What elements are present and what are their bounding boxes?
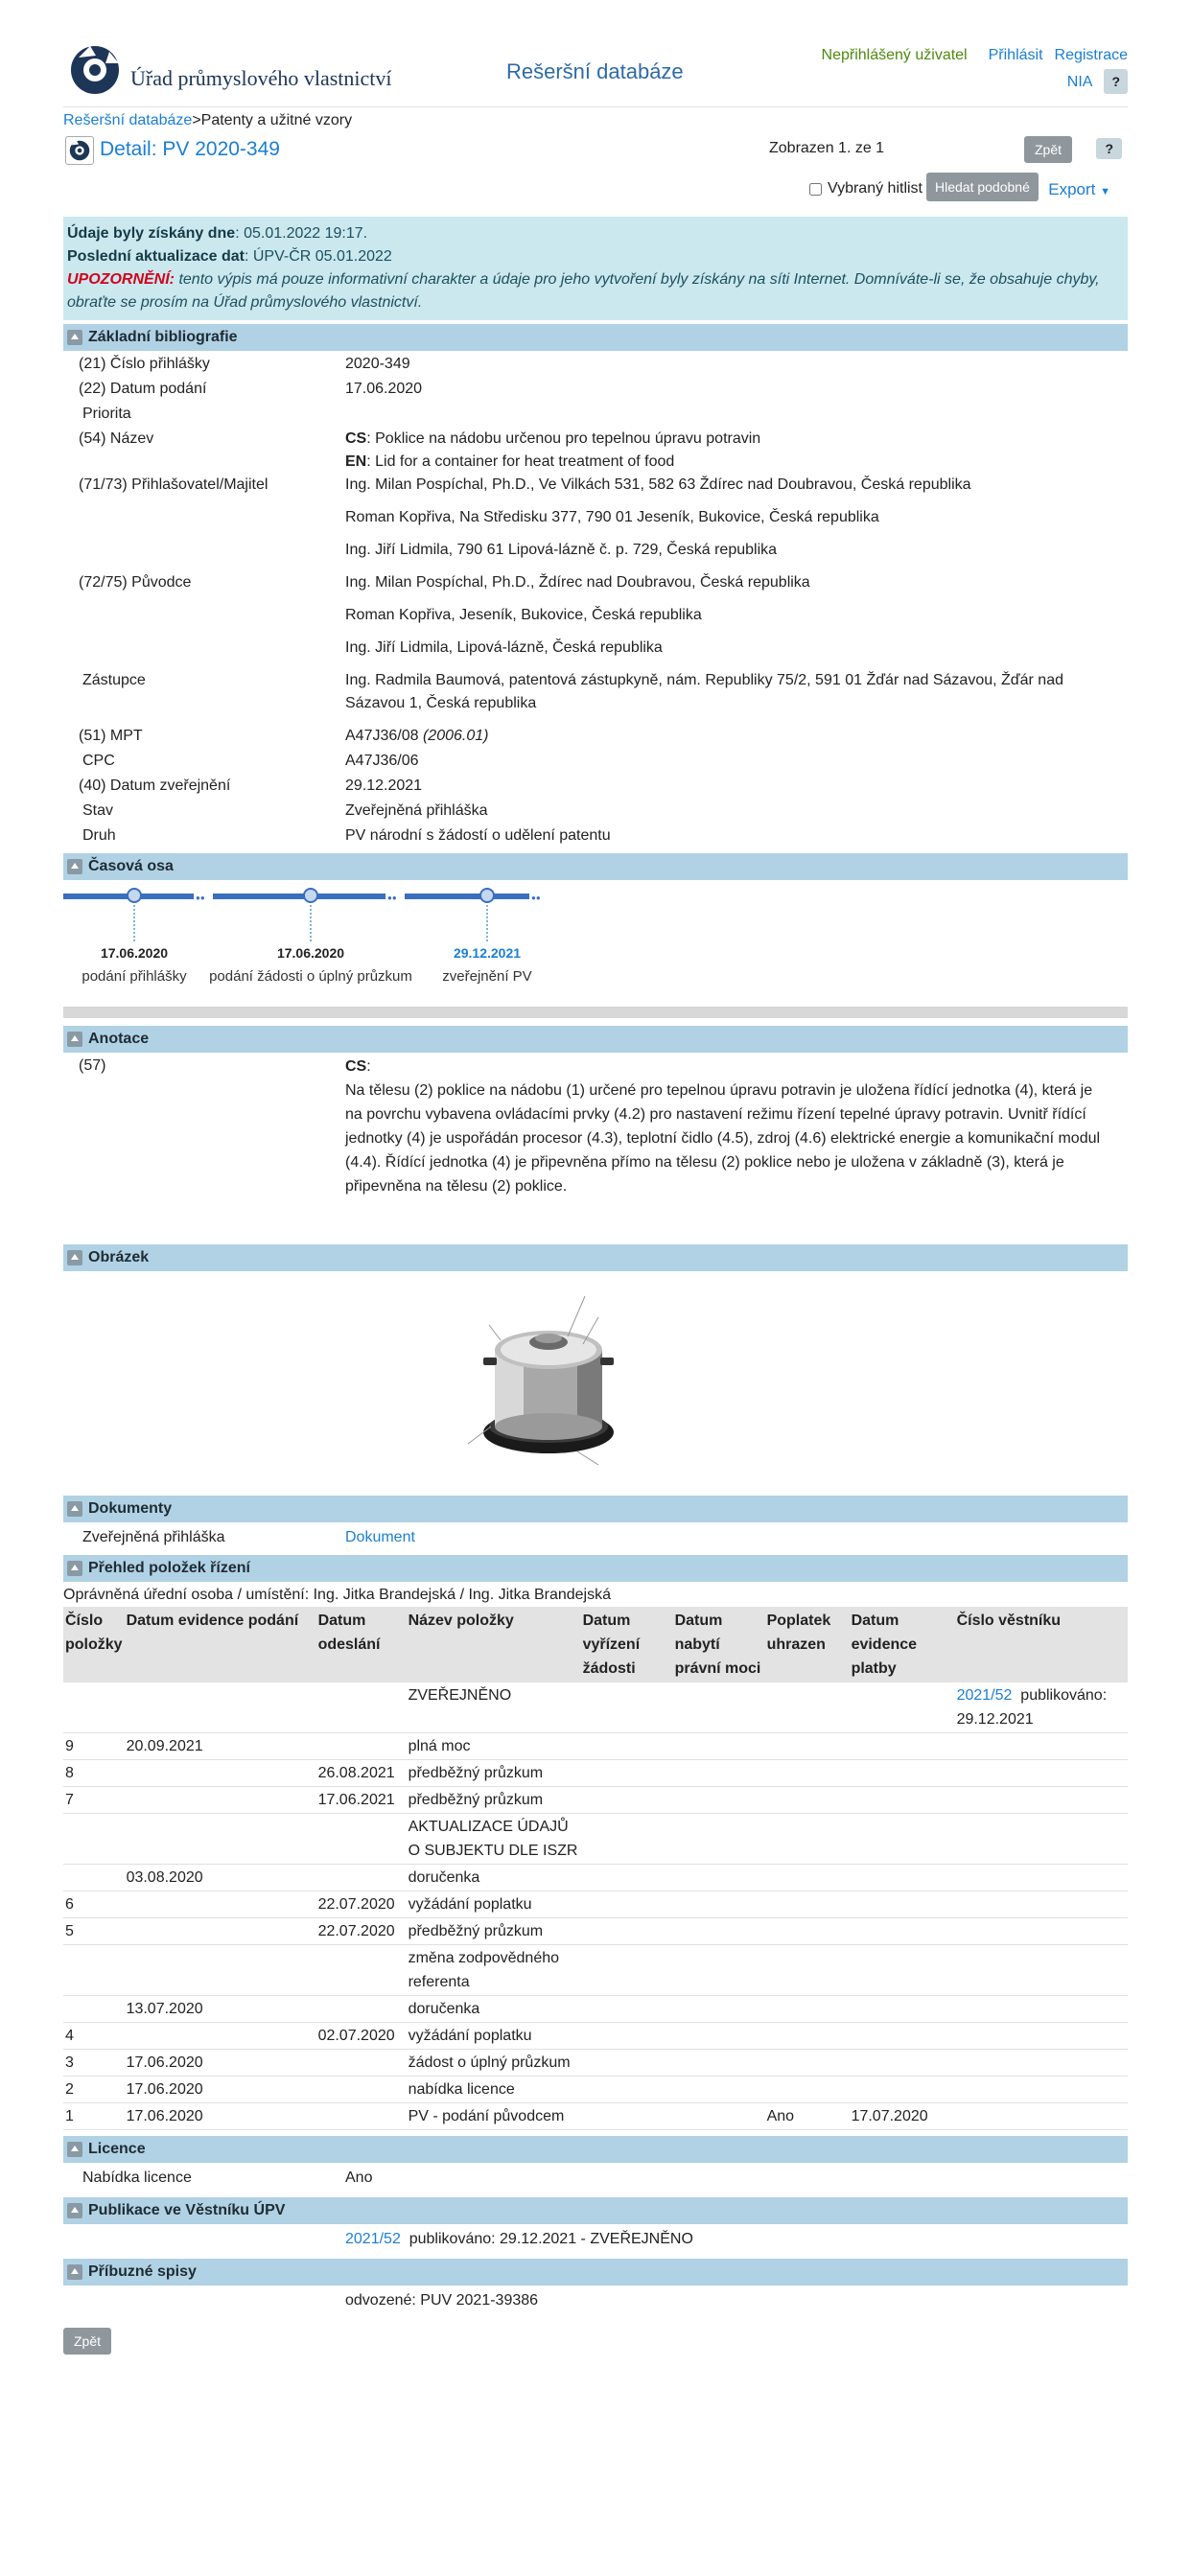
collapse-icon <box>67 2203 82 2218</box>
field-label: (71/73) Přihlašovatel/Majitel <box>79 476 269 493</box>
table-cell <box>316 1814 407 1865</box>
table-cell: 17.06.2020 <box>125 2050 316 2077</box>
table-cell: 6 <box>63 1891 125 1918</box>
table-cell <box>850 2077 955 2103</box>
field-label: Stav <box>82 802 114 819</box>
section-title: Časová osa <box>88 858 174 874</box>
user-nav <box>822 44 1128 94</box>
table-cell <box>850 2023 955 2050</box>
export-label: Export <box>1048 180 1096 198</box>
originator-item: Roman Kopřiva, Jeseník, Bukovice, Česká republika <box>345 607 702 623</box>
table-cell <box>765 1787 850 1814</box>
table-cell <box>765 2077 850 2103</box>
table-cell <box>581 1918 673 1945</box>
section-title: Publikace ve Věstníku ÚPV <box>88 2202 286 2218</box>
timeline-segment <box>405 893 529 899</box>
table-cell: 22.07.2020 <box>316 1918 407 1945</box>
table-cell <box>673 1683 765 1733</box>
collapse-icon <box>67 1561 82 1576</box>
table-cell <box>765 2050 850 2077</box>
table-cell <box>850 1891 955 1918</box>
table-cell <box>673 2077 765 2103</box>
applicant-item: Ing. Jiří Lidmila, 790 61 Lipová-lázně č. p. 729, Česká republika <box>345 542 778 558</box>
title-en: : Lid for a container for heat treatment of food <box>366 453 675 470</box>
timeline-stem <box>133 905 135 941</box>
table-cell <box>850 1733 955 1760</box>
table-cell <box>63 1945 125 1996</box>
timeline <box>63 880 1128 1005</box>
bulletin-cell <box>955 1814 1128 1865</box>
nia-link[interactable]: NIA <box>1066 74 1093 90</box>
table-cell <box>765 1891 850 1918</box>
section-title: Obrázek <box>88 1249 150 1265</box>
bulletin-cell <box>955 2077 1128 2103</box>
help-button[interactable]: ? <box>1096 138 1122 159</box>
timeline-node[interactable] <box>127 888 142 903</box>
table-cell <box>673 1891 765 1918</box>
section-title: Licence <box>88 2141 146 2157</box>
table-cell <box>316 1683 407 1733</box>
bulletin-cell <box>955 1787 1128 1814</box>
search-similar-button[interactable]: Hledat podobné <box>926 173 1039 201</box>
field-label: (51) MPT <box>79 728 143 744</box>
table-cell <box>316 1945 407 1996</box>
section-publication[interactable] <box>63 2197 1128 2224</box>
column-header: Datum evidence podání <box>125 1607 316 1683</box>
bulletin-link[interactable]: 2021/52 <box>956 1687 1013 1704</box>
obtained-value: : 05.01.2022 19:17. <box>235 225 368 242</box>
table-cell <box>125 1760 316 1787</box>
table-cell <box>765 2023 850 2050</box>
bulletin-cell <box>955 2023 1128 2050</box>
table-row <box>63 2023 1128 2050</box>
table-cell: nabídka licence <box>407 2077 581 2103</box>
detail-title: Detail: PV 2020-349 <box>100 138 280 160</box>
timeline-node[interactable] <box>303 888 318 903</box>
field-label: (22) Datum podání <box>79 381 207 397</box>
table-row <box>63 1814 1128 1865</box>
table-cell <box>850 1787 955 1814</box>
timeline-dots: ●● <box>196 893 205 902</box>
section-bibliography[interactable] <box>63 324 1128 351</box>
application-number: 2020-349 <box>345 356 410 372</box>
table-cell <box>581 1733 673 1760</box>
record-icon <box>65 136 94 165</box>
table-cell: 8 <box>63 1760 125 1787</box>
table-cell: předběžný průzkum <box>407 1787 581 1814</box>
timeline-node[interactable] <box>479 888 495 903</box>
table-row <box>63 1891 1128 1918</box>
table-cell <box>850 2050 955 2077</box>
table-cell: 4 <box>63 2023 125 2050</box>
table-row <box>63 1683 1128 1733</box>
table-cell: předběžný průzkum <box>407 1918 581 1945</box>
table-cell <box>850 1996 955 2023</box>
timeline-dots: ●● <box>387 893 397 902</box>
table-cell: 17.06.2021 <box>316 1787 407 1814</box>
footer-back-button[interactable]: Zpět <box>63 2328 111 2355</box>
bulletin-cell <box>955 1865 1128 1891</box>
table-cell <box>850 1945 955 1996</box>
table-cell: 9 <box>63 1733 125 1760</box>
collapse-icon <box>67 859 82 874</box>
timeline-label: zveřejnění PV <box>442 968 532 985</box>
bulletin-cell <box>955 1945 1128 1996</box>
bulletin-cell <box>955 1683 1128 1733</box>
section-image[interactable] <box>63 1244 1128 1271</box>
table-cell <box>673 1865 765 1891</box>
section-related[interactable] <box>63 2259 1128 2286</box>
table-cell <box>581 1996 673 2023</box>
section-title: Základní bibliografie <box>88 329 238 345</box>
image-panel <box>63 1271 1128 1492</box>
bulletin-cell <box>955 1733 1128 1760</box>
table-cell <box>581 1787 673 1814</box>
timeline-dots: ●● <box>531 893 541 902</box>
section-annotation[interactable] <box>63 1026 1128 1053</box>
patent-drawing[interactable] <box>462 1283 625 1474</box>
table-cell: doručenka <box>407 1865 581 1891</box>
originators <box>345 571 1128 669</box>
table-cell <box>125 1814 316 1865</box>
field-label: (40) Datum zveřejnění <box>79 777 231 794</box>
table-cell <box>673 1733 765 1760</box>
table-cell <box>581 1814 673 1865</box>
table-cell <box>581 1891 673 1918</box>
table-cell <box>581 2103 673 2130</box>
logo-text: Úřad průmyslového vlastnictví <box>130 66 392 90</box>
breadcrumb-current: Patenty a užitné vzory <box>200 112 353 128</box>
table-cell <box>581 2077 673 2103</box>
table-cell <box>63 1865 125 1891</box>
table-row <box>63 1996 1128 2023</box>
table-cell: žádost o úplný průzkum <box>407 2050 581 2077</box>
field-label: (57) <box>79 1057 106 1074</box>
table-cell: PV - podání původcem <box>407 2103 581 2130</box>
table-cell <box>673 1760 765 1787</box>
table-cell: 17.06.2020 <box>125 2077 316 2103</box>
table-cell <box>63 1814 125 1865</box>
table-cell <box>850 1760 955 1787</box>
table-cell <box>316 2077 407 2103</box>
annotation-body: Na tělesu (2) poklice na nádobu (1) určené pro tepelnou úpravu potravin je uložena řídící jednotka (4), která je na povrchu vybavena ovládacími prvky (4.2) pro nastavení režimu řízení tepelné úpravy potravin. Uvnitř řídící jednotky (4) je uspořádán procesor (4.3), teplotní čidlo (4.5), zdroj (4.6) elektrické energie a komunikační modul (4.4). Řídící jednotka (4) je připevněna přímo na tělesu (2) poklice nebo je uložena v základně (3), která je připevněna na tělesu (2) poklice. <box>345 1082 1101 1195</box>
table-cell <box>673 2103 765 2130</box>
hitlist-checkbox-input[interactable] <box>809 183 822 196</box>
bulletin-cell <box>955 1996 1128 2023</box>
applicant-item: Ing. Milan Pospíchal, Ph.D., Ve Vilkách 531, 582 63 Ždírec nad Doubravou, Česká republika <box>345 476 971 493</box>
column-header: Datum nabytí právní moci <box>673 1607 765 1683</box>
field-label: Zveřejněná přihláška <box>82 1529 225 1545</box>
table-cell: 5 <box>63 1918 125 1945</box>
official-person: Oprávněná úřední osoba / umístění: Ing. Jitka Brandejská / Ing. Jitka Brandejská <box>63 1587 611 1603</box>
table-cell <box>316 2050 407 2077</box>
field-label: (72/75) Původce <box>79 574 192 591</box>
timeline-stem <box>310 905 312 941</box>
documents-table <box>63 1522 1128 1551</box>
bulletin-note: publikováno: 29.12.2021 <box>956 1687 1108 1728</box>
collapse-icon <box>67 1250 82 1265</box>
table-cell: 02.07.2020 <box>316 2023 407 2050</box>
table-cell: 2 <box>63 2077 125 2103</box>
site-header <box>63 0 1128 107</box>
data-notice <box>63 217 1128 320</box>
field-label: Zástupce <box>82 672 146 688</box>
table-cell <box>673 1996 765 2023</box>
column-header: Datum evidence platby <box>850 1607 955 1683</box>
table-cell <box>850 1814 955 1865</box>
obtained-label: Údaje byly získány dne <box>67 225 236 242</box>
header-help-button[interactable]: ? <box>1104 69 1128 94</box>
proceedings-table <box>63 1607 1128 2130</box>
mpt-version: (2006.01) <box>422 728 489 744</box>
mpt-value <box>345 725 1128 750</box>
table-row <box>63 2103 1128 2130</box>
lang-code: CS <box>345 430 367 447</box>
hitlist-label: Vybraný hitlist <box>828 180 922 197</box>
table-cell <box>125 2023 316 2050</box>
upv-logo-icon <box>67 42 123 98</box>
table-cell <box>765 1814 850 1865</box>
section-title: Příbuzné spisy <box>88 2263 197 2280</box>
timeline-label: podání žádosti o úplný průzkum <box>209 968 412 985</box>
publication-table <box>63 2224 1128 2255</box>
attorney: Ing. Radmila Baumová, patentová zástupkyně, nám. Republiky 75/2, 591 01 Žďár nad Sázavou, Žďár nad Sázavou 1, Česká republika <box>345 672 1063 711</box>
table-cell <box>316 2103 407 2130</box>
detail-title-row <box>63 134 1128 169</box>
table-cell <box>673 2050 765 2077</box>
related-table <box>63 2286 1128 2316</box>
table-cell <box>125 1945 316 1996</box>
table-cell <box>316 1996 407 2023</box>
table-cell <box>765 1760 850 1787</box>
section-timeline[interactable] <box>63 853 1128 880</box>
table-cell <box>673 1787 765 1814</box>
bulletin-cell <box>955 2103 1128 2130</box>
updated-value: : ÚPV-ČR 05.01.2022 <box>244 248 392 265</box>
bulletin-cell <box>955 1760 1128 1787</box>
collapse-icon <box>67 2142 82 2157</box>
timeline-date: 17.06.2020 <box>276 945 345 961</box>
column-header: Název položky <box>407 1607 581 1683</box>
collapse-icon <box>67 2264 82 2280</box>
mpt-code: A47J36/08 <box>345 728 419 744</box>
table-cell: Ano <box>765 2103 850 2130</box>
table-row <box>63 1733 1128 1760</box>
table-row <box>63 1865 1128 1891</box>
related-text: odvozené: PUV 2021-39386 <box>345 2292 539 2309</box>
section-licence[interactable] <box>63 2136 1128 2163</box>
table-cell <box>765 1865 850 1891</box>
table-cell: předběžný průzkum <box>407 1760 581 1787</box>
app-title: Rešeršní databáze <box>506 59 684 83</box>
originator-item: Ing. Jiří Lidmila, Lipová-lázně, Česká republika <box>345 639 663 656</box>
timeline-segment <box>213 893 385 899</box>
warning-text: tento výpis má pouze informativní charakter a údaje pro jeho vytvoření byly získány na síti Internet. Domníváte-li se, že obsahuje chyby, obraťte se prosím na Úřad průmyslového vlastnictví. <box>67 271 1100 311</box>
state-value: Zveřejněná přihláška <box>345 802 488 819</box>
section-title: Anotace <box>88 1031 150 1047</box>
table-row <box>63 2050 1128 2077</box>
bulletin-cell <box>955 1891 1128 1918</box>
bulletin-link[interactable]: 2021/52 <box>345 2231 401 2247</box>
collapse-icon <box>67 1032 82 1047</box>
column-header: Datum vyřízení žádosti <box>581 1607 673 1683</box>
table-cell <box>765 1683 850 1733</box>
caret-down-icon: ▼ <box>1100 186 1110 197</box>
table-row <box>63 1945 1128 1996</box>
table-row <box>63 2077 1128 2103</box>
table-cell: plná moc <box>407 1733 581 1760</box>
annotation-text <box>345 1055 1128 1198</box>
field-label: (54) Název <box>79 430 154 447</box>
bulletin-cell <box>955 1918 1128 1945</box>
applicants <box>345 474 1128 571</box>
title-value <box>345 428 1128 474</box>
field-label: Druh <box>82 827 116 844</box>
table-cell <box>581 1683 673 1733</box>
table-cell <box>850 1683 955 1733</box>
table-header <box>63 1607 1128 1683</box>
field-label: Nabídka licence <box>82 2170 192 2186</box>
collapse-icon <box>67 330 82 345</box>
table-cell: AKTUALIZACE ÚDAJŮ O SUBJEKTU DLE ISZR <box>407 1814 581 1865</box>
table-cell <box>673 1918 765 1945</box>
warning-label: UPOZORNĚNÍ: <box>67 271 175 288</box>
bulletin-cell <box>955 2050 1128 2077</box>
table-cell <box>125 1787 316 1814</box>
table-cell: 7 <box>63 1787 125 1814</box>
action-row <box>63 173 1128 205</box>
cpc-value: A47J36/06 <box>345 753 419 769</box>
breadcrumb <box>63 111 1128 130</box>
table-cell <box>673 2023 765 2050</box>
back-button[interactable]: Zpět <box>1024 136 1072 163</box>
updated-label: Poslední aktualizace dat <box>67 248 245 265</box>
table-cell: 03.08.2020 <box>125 1865 316 1891</box>
licence-table <box>63 2163 1128 2193</box>
table-row <box>63 1787 1128 1814</box>
column-header: Datum odeslání <box>316 1607 407 1683</box>
hitlist-checkbox[interactable] <box>809 180 922 197</box>
section-proceedings[interactable] <box>63 1555 1128 1582</box>
proceedings-body <box>63 1683 1128 2130</box>
lang-code: EN <box>345 453 367 470</box>
breadcrumb-separator: > <box>192 112 201 128</box>
title-cs: : Poklice na nádobu určenou pro tepelnou úpravu potravin <box>366 430 761 447</box>
timeline-label: podání přihlášky <box>82 968 187 985</box>
table-cell: 3 <box>63 2050 125 2077</box>
table-cell: vyžádání poplatku <box>407 1891 581 1918</box>
table-cell <box>63 1683 125 1733</box>
table-cell: změna zodpovědného referenta <box>407 1945 581 1996</box>
table-cell <box>581 2050 673 2077</box>
field-label: CPC <box>82 753 115 769</box>
timeline-stem <box>486 905 488 941</box>
field-label: Priorita <box>82 406 131 422</box>
table-cell <box>850 1918 955 1945</box>
table-cell: 26.08.2021 <box>316 1760 407 1787</box>
breadcrumb-root-link[interactable]: Rešeršní databáze <box>63 112 193 128</box>
licence-value: Ano <box>345 2170 373 2186</box>
table-cell <box>673 1814 765 1865</box>
publication-date: 29.12.2021 <box>345 777 423 794</box>
table-cell <box>673 1945 765 1996</box>
table-cell: 13.07.2020 <box>125 1996 316 2023</box>
table-row <box>63 1918 1128 1945</box>
column-header: Číslo věstníku <box>955 1607 1128 1683</box>
table-cell <box>581 1945 673 1996</box>
table-cell: 17.06.2020 <box>125 2103 316 2130</box>
timeline-date-highlight[interactable]: 29.12.2021 <box>453 945 522 961</box>
column-header: Číslo položky <box>63 1607 125 1683</box>
table-cell <box>63 1996 125 2023</box>
divider <box>63 1007 1128 1018</box>
login-link[interactable]: Přihlásit <box>988 47 1043 63</box>
table-cell <box>125 1683 316 1733</box>
table-cell <box>316 1733 407 1760</box>
upv-logo[interactable] <box>67 42 392 98</box>
table-cell: 1 <box>63 2103 125 2130</box>
section-title: Dokumenty <box>88 1500 173 1517</box>
table-cell: vyžádání poplatku <box>407 2023 581 2050</box>
table-cell <box>125 1918 316 1945</box>
priority <box>345 403 1128 428</box>
annotation-table <box>63 1053 1128 1241</box>
table-cell <box>581 1760 673 1787</box>
publication-text: publikováno: 29.12.2021 - ZVEŘEJNĚNO <box>409 2231 693 2247</box>
table-cell: 22.07.2020 <box>316 1891 407 1918</box>
section-title: Přehled položek řízení <box>88 1560 250 1576</box>
result-count: Zobrazen 1. ze 1 <box>769 140 885 156</box>
originator-item: Ing. Milan Pospíchal, Ph.D., Ždírec nad Doubravou, Česká republika <box>345 574 810 591</box>
table-cell <box>581 2023 673 2050</box>
table-cell <box>316 1865 407 1891</box>
timeline-date: 17.06.2020 <box>100 945 169 961</box>
table-cell <box>125 1891 316 1918</box>
user-status: Nepřihlášený uživatel <box>821 47 968 63</box>
applicant-item: Roman Kopřiva, Na Středisku 377, 790 01 Jeseník, Bukovice, Česká republika <box>345 509 879 525</box>
table-row <box>63 1760 1128 1787</box>
table-cell <box>581 1865 673 1891</box>
table-cell: 17.07.2020 <box>850 2103 955 2130</box>
table-cell: 20.09.2021 <box>125 1733 316 1760</box>
table-cell <box>765 1996 850 2023</box>
bibliography-table <box>63 351 1128 849</box>
table-cell <box>765 1733 850 1760</box>
table-cell: ZVEŘEJNĚNO <box>407 1683 581 1733</box>
register-link[interactable]: Registrace <box>1054 47 1128 63</box>
document-link[interactable]: Dokument <box>345 1529 415 1545</box>
table-cell <box>765 1945 850 1996</box>
table-cell <box>765 1918 850 1945</box>
column-header: Poplatek uhrazen <box>765 1607 850 1683</box>
field-label: (21) Číslo přihlášky <box>79 356 210 372</box>
collapse-icon <box>67 1501 82 1517</box>
export-dropdown[interactable] <box>1048 180 1110 199</box>
filing-date: 17.06.2020 <box>345 381 423 397</box>
table-cell <box>850 1865 955 1891</box>
lang-separator: : <box>366 1058 371 1075</box>
kind-value: PV národní s žádostí o udělení patentu <box>345 827 611 844</box>
table-cell: doručenka <box>407 1996 581 2023</box>
section-documents[interactable] <box>63 1496 1128 1522</box>
lang-code: CS <box>345 1058 367 1075</box>
